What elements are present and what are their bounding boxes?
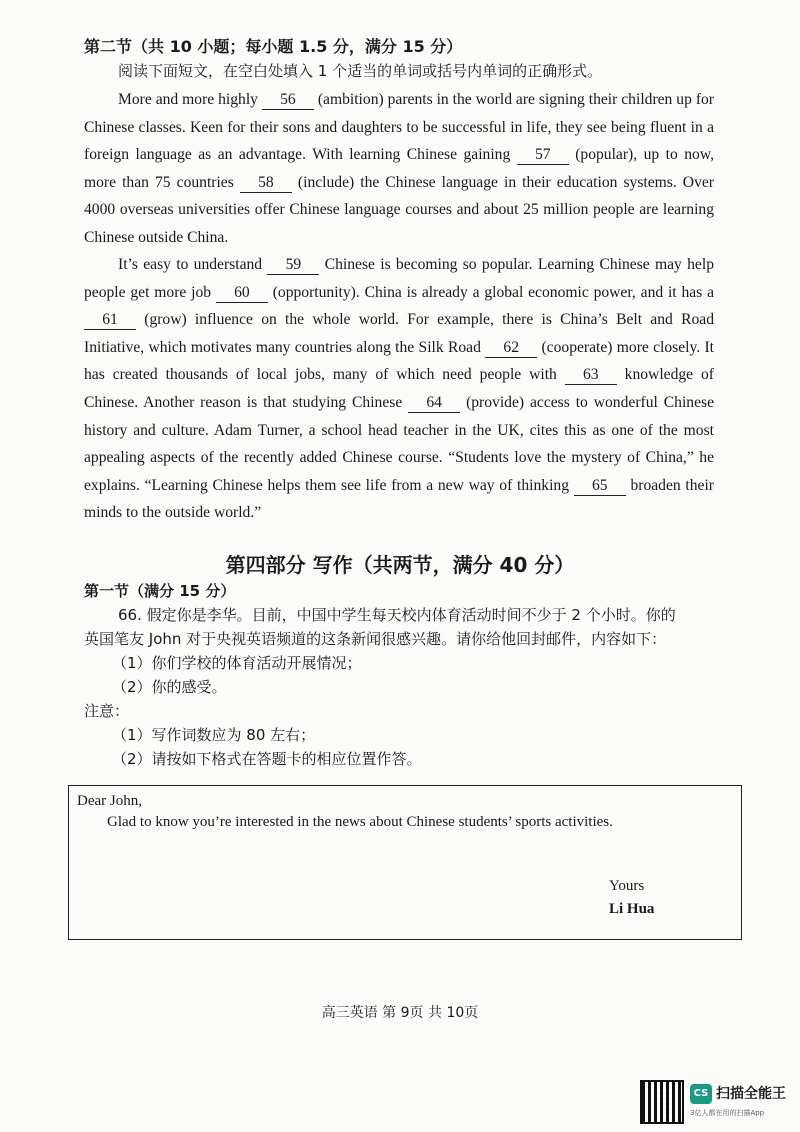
qr-code-icon <box>640 1080 684 1124</box>
letter-opening: Glad to know you’re interested in the news about Chinese students’ sports activities. <box>107 814 613 830</box>
note-item-1: （1）写作词数应为 80 左右； <box>112 726 316 744</box>
blank-60[interactable]: 60 <box>216 284 268 303</box>
blank-63[interactable]: 63 <box>565 366 617 385</box>
section-heading: 第二节（共 10 小题；每小题 1.5 分，满分 15 分） <box>84 37 463 56</box>
passage-text: (opportunity). China is already a global economic power, and it has a <box>267 283 714 301</box>
note-item-2: （2）请按如下格式在答题卡的相应位置作答。 <box>112 750 422 768</box>
passage-text: It’s easy to understand <box>118 256 268 273</box>
letter-greeting: Dear John, <box>77 793 142 809</box>
section-instruction: 阅读下面短文，在空白处填入 1 个适当的单词或括号内单词的正确形式。 <box>118 62 603 80</box>
blank-58[interactable]: 58 <box>240 174 292 193</box>
passage-text: (ambition) parents in the world are signing their children up for Chinese classes. Keen for their sons and daughters to be successful in life, they see being fluent in a foreign language as an advantage. With learning Chinese gaining <box>84 91 714 164</box>
blank-56[interactable]: 56 <box>262 91 314 110</box>
passage-text: More and more highly <box>118 91 262 108</box>
answer-letter-box[interactable] <box>68 785 742 940</box>
writing-section-heading: 第一节（满分 15 分） <box>84 582 236 600</box>
passage-text: (popular), up to now, more than 75 countries <box>84 146 714 191</box>
passage-text: broaden their minds to the outside world.” <box>84 476 714 522</box>
blank-59[interactable]: 59 <box>267 256 319 275</box>
letter-signature: Li Hua <box>609 901 655 917</box>
part-four-title: 第四部分 写作（共两节，满分 40 分） <box>225 553 575 577</box>
passage-paragraph-1 <box>84 86 714 252</box>
blank-64[interactable]: 64 <box>408 394 460 413</box>
passage-text: Chinese is becoming so popular. Learning Chinese may help people get more job <box>84 256 714 301</box>
blank-65[interactable]: 65 <box>574 477 626 496</box>
passage-text: (grow) influence on the whole world. For example, there is China’s Belt and Road Initiative, which motivates many countries along the Silk Road <box>84 311 714 356</box>
note-label: 注意： <box>84 702 130 720</box>
camscanner-logo-icon: CS <box>690 1084 712 1104</box>
letter-closing: Yours <box>609 878 645 894</box>
passage-text: knowledge of Chinese. Another reason is that studying Chinese <box>84 366 714 411</box>
question-66-line-1: 66. 假定你是李华。目前，中国中学生每天校内体育活动时间不少于 2 个小时。你的 <box>118 606 676 624</box>
requirement-item-2: （2）你的感受。 <box>112 678 227 696</box>
passage-text: (cooperate) more closely. It has created thousands of local jobs, many of which need people with <box>84 338 714 384</box>
requirement-item-1: （1）你们学校的体育活动开展情况； <box>112 654 362 672</box>
passage-text: (provide) access to wonderful Chinese history and culture. Adam Turner, a school head teacher in the UK, cites this as one of the most appealing aspects of the recently added Chinese course. “Students love the mystery of China,” he explains. “Learning Chinese helps them see life from a new way of thinking <box>84 393 714 494</box>
passage-paragraph-2 <box>84 251 714 527</box>
passage-text: (include) the Chinese language in their education systems. Over 4000 overseas universities offer Chinese language courses and about 25 million people are learning Chinese outside China. <box>84 173 714 246</box>
blank-62[interactable]: 62 <box>485 339 537 358</box>
page-footer: 高三英语 第 9页 共 10页 <box>321 1005 479 1021</box>
blank-61[interactable]: 61 <box>84 311 136 330</box>
question-66-line-2: 英国笔友 John 对于央视英语频道的这条新闻很感兴趣。请你给他回封邮件，内容如下： <box>84 630 667 648</box>
watermark-tagline: 3亿人都在用的扫描App <box>690 1109 765 1117</box>
blank-57[interactable]: 57 <box>517 146 569 165</box>
watermark-brand: 扫描全能王 <box>716 1086 786 1102</box>
